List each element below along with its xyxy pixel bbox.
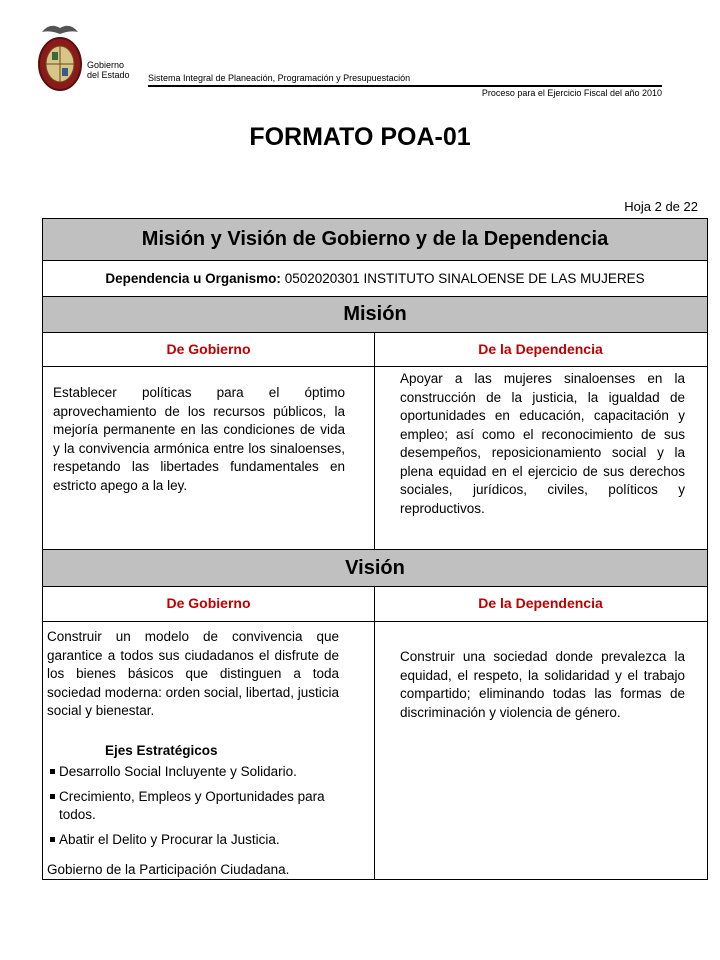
state-seal-icon (36, 18, 84, 96)
bullet-square-icon (50, 794, 55, 799)
ejes-list (49, 763, 345, 855)
dependencia-value: 0502020301 INSTITUTO SINALOENSE DE LAS MUJERES (280, 271, 645, 286)
ejes-title: Ejes Estratégicos (105, 743, 218, 758)
form-table (42, 218, 708, 880)
vision-title: Visión (43, 549, 707, 587)
bullet-square-icon (50, 837, 55, 842)
mision-gobierno-text: Establecer políticas para el óptimo aprovechamiento de los recursos públicos, la mejoría permanente en las condiciones de vida y la convivencia armónica entre los sinaloenses, respetando las libertades fundamentales en estricto apego a la ley. (53, 385, 345, 493)
dependencia-label: Dependencia u Organismo: (105, 271, 281, 286)
gobierno-label (87, 60, 130, 80)
eje-item: Crecimiento, Empleos y Oportunidades para todos. (49, 788, 345, 825)
mision-col-gobierno: De Gobierno (166, 341, 251, 357)
sistema-label: Sistema Integral de Planeación, Programación y Presupuestación (148, 73, 411, 83)
proceso-label: Proceso para el Ejercicio Fiscal del año 2010 (481, 88, 662, 98)
mision-title: Misión (43, 296, 707, 333)
eje-item: Abatir el Delito y Procurar la Justicia. (49, 831, 345, 850)
vision-column-divider (374, 587, 375, 880)
header-divider (148, 85, 662, 87)
section-title: Misión y Visión de Gobierno y de la Dependencia (43, 218, 707, 261)
bullet-square-icon (50, 769, 55, 774)
table-bottom-border (43, 879, 707, 880)
dependencia-row (43, 261, 707, 296)
page-number: Hoja 2 de 22 (624, 199, 698, 214)
vision-header-divider (43, 621, 707, 622)
participacion-text: Gobierno de la Participación Ciudadana. (47, 862, 290, 877)
eje-item: Desarrollo Social Incluyente y Solidario. (49, 763, 345, 782)
mision-dependencia-text: Apoyar a las mujeres sinaloenses en la construcción de la justicia, la igualdad de oportunidades en educación, capacitación y empleo; así como el reconocimiento de sus desempeños, reposicionamiento social y la plena equidad en el ejercicio de sus derechos sociales, jurídicos, civiles, políticos y reproductivos. (400, 371, 685, 516)
vision-gobierno-text: Construir un modelo de convivencia que garantice a todos sus ciudadanos el disfrute de los bienes básicos que distinguen a toda sociedad moderna: orden social, libertad, justicia social y bienestar. (47, 629, 339, 718)
mision-column-divider (374, 333, 375, 549)
vision-col-dependencia: De la Dependencia (478, 595, 603, 611)
mision-col-dependencia: De la Dependencia (478, 341, 603, 357)
gobierno-line2: del Estado (87, 70, 130, 80)
mision-header-divider (43, 366, 707, 367)
vision-col-gobierno: De Gobierno (166, 595, 251, 611)
page-title: FORMATO POA-01 (249, 123, 471, 151)
vision-dependencia-text: Construir una sociedad donde prevalezca la equidad, el respeto, la solidaridad y el trabajo compartido; eliminando todas las formas de discriminación y violencia de género. (400, 649, 685, 720)
gobierno-line1: Gobierno (87, 60, 125, 70)
